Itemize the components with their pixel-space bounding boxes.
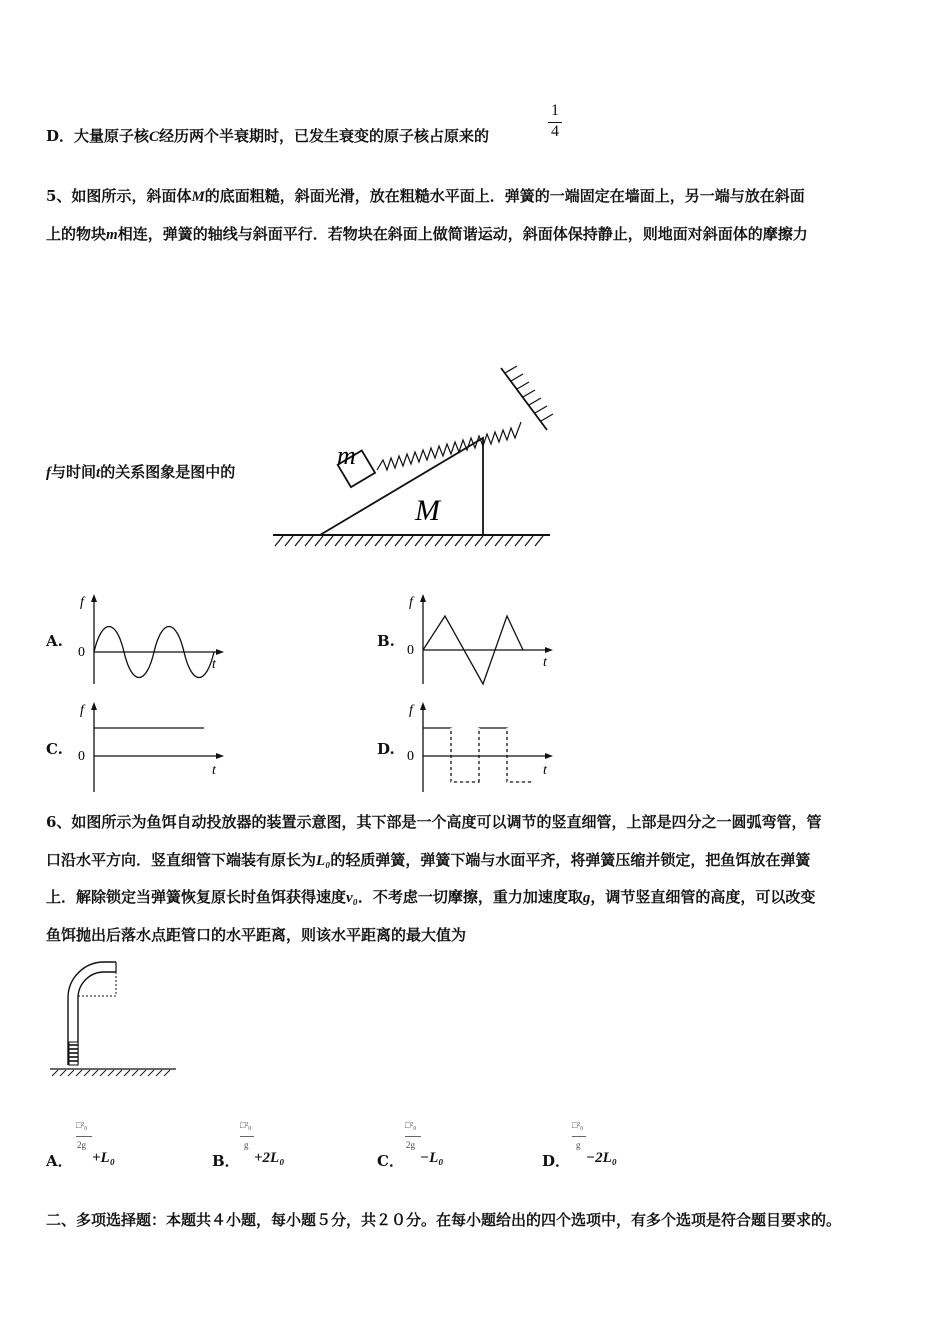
option-d-xlabel: t bbox=[543, 763, 547, 778]
q4-option-d-text2: 经历两个半衰期时，已发生衰变的原子核占原来的 bbox=[159, 127, 490, 145]
q6-var-L0: L₀ bbox=[316, 853, 331, 869]
option-b-ylabel: f bbox=[409, 595, 413, 610]
q5-var-t: t bbox=[96, 465, 101, 481]
water-hatch bbox=[52, 1070, 170, 1076]
q6-option-d[interactable] bbox=[542, 1118, 662, 1168]
option-c-xlabel: t bbox=[212, 763, 216, 778]
q6-option-c-label: C． bbox=[377, 1152, 404, 1170]
wall-hatch bbox=[505, 366, 553, 421]
q6-var-v0: v₀ bbox=[346, 890, 358, 906]
q6-line-2 bbox=[46, 850, 810, 871]
option-c-zero: 0 bbox=[78, 749, 85, 764]
option-d-zero: 0 bbox=[407, 749, 414, 764]
square-wave bbox=[423, 728, 533, 782]
section-2-heading: 二、多项选择题：本题共４小题，每小题５分，共２０分。在每小题给出的四个选项中，有多个选项是符合题目要求的。 bbox=[46, 1211, 842, 1229]
q6-line-3c: ，调节竖直细管的高度，可以改变 bbox=[590, 888, 816, 906]
q6-option-d-den: g bbox=[576, 1140, 581, 1150]
q5-var-m: m bbox=[106, 227, 118, 243]
q5-line-1 bbox=[46, 186, 805, 207]
q5-line-2a: 上的物块 bbox=[46, 225, 107, 243]
q6-option-b-bar bbox=[240, 1136, 254, 1137]
option-d-ylabel: f bbox=[409, 703, 413, 718]
q4-option-d bbox=[46, 126, 489, 147]
q4-fraction bbox=[548, 102, 562, 141]
q5-line-2 bbox=[46, 224, 808, 245]
q5-line-2b: 相连，弹簧的轴线与斜面平行．若物块在斜面上做简谐运动，斜面体保持静止，则地面对斜面体的摩擦力 bbox=[117, 225, 808, 243]
q5-option-c-graph bbox=[76, 702, 226, 798]
q5-incline-figure bbox=[265, 360, 565, 550]
q5-option-d-graph bbox=[405, 702, 555, 798]
q5-option-d-label[interactable]: D. bbox=[377, 740, 395, 758]
label-M: M bbox=[415, 494, 440, 527]
q6-option-a-den: 2g bbox=[77, 1140, 86, 1150]
q6-var-g: g bbox=[582, 890, 591, 906]
q6-option-d-tail: −2L₀ bbox=[586, 1150, 617, 1166]
option-a-zero: 0 bbox=[78, 645, 85, 660]
q6-line-3 bbox=[46, 887, 815, 908]
q6-option-d-label: D． bbox=[542, 1152, 571, 1170]
q4-fraction-den: 4 bbox=[548, 122, 562, 141]
q5-var-M: M bbox=[191, 189, 205, 205]
q5-option-c-label[interactable]: C. bbox=[46, 740, 63, 758]
q5-line-3a: 与时间 bbox=[51, 463, 97, 481]
option-a-xlabel: t bbox=[212, 657, 216, 672]
q6-option-a[interactable] bbox=[46, 1118, 166, 1168]
q6-option-b-den: g bbox=[244, 1140, 249, 1150]
option-c-ylabel: f bbox=[80, 703, 84, 718]
ground-hatch bbox=[275, 536, 543, 546]
q6-line-1: 6、如图所示为鱼饵自动投放器的装置示意图，其下部是一个高度可以调节的竖直细管，上部是四分之一圆弧弯管，管 bbox=[46, 813, 822, 831]
q6-option-d-num: □²₀ bbox=[572, 1120, 584, 1130]
q6-option-c-bar bbox=[405, 1136, 421, 1137]
q4-option-d-var: C bbox=[149, 129, 160, 145]
q6-option-a-bar bbox=[76, 1136, 92, 1137]
q5-option-a-graph bbox=[76, 594, 226, 690]
q6-option-c-num: □²₀ bbox=[405, 1120, 417, 1130]
q4-fraction-num: 1 bbox=[551, 102, 559, 119]
q6-option-b-label: B． bbox=[212, 1152, 240, 1170]
q6-option-a-label: A． bbox=[46, 1152, 73, 1170]
q6-line-2b: 的轻质弹簧，弹簧下端与水面平齐，将弹簧压缩并锁定，把鱼饵放在弹簧 bbox=[330, 851, 811, 869]
q5-line-3 bbox=[46, 462, 235, 483]
q5-option-a-label[interactable]: A. bbox=[46, 632, 63, 650]
q6-option-b-tail: +2L₀ bbox=[254, 1150, 285, 1166]
q5-line-1a: 5、如图所示，斜面体 bbox=[46, 187, 192, 205]
q5-line-3b: 的关系图象是图中的 bbox=[100, 463, 236, 481]
spring bbox=[377, 422, 521, 470]
q6-option-d-bar bbox=[572, 1136, 586, 1137]
option-b-xlabel: t bbox=[543, 655, 547, 670]
q6-option-c-den: 2g bbox=[406, 1140, 415, 1150]
q6-line-2a: 口沿水平方向．竖直细管下端装有原长为 bbox=[46, 851, 317, 869]
q5-line-1b: 的底面粗糙，斜面光滑，放在粗糙水平面上．弹簧的一端固定在墙面上，另一端与放在斜面 bbox=[204, 187, 805, 205]
q6-line-4: 鱼饵抛出后落水点距管口的水平距离，则该水平距离的最大值为 bbox=[46, 926, 467, 944]
q5-option-b-label[interactable]: B. bbox=[377, 632, 395, 650]
q6-option-b[interactable] bbox=[212, 1118, 332, 1168]
q6-option-a-tail: +L₀ bbox=[92, 1150, 115, 1166]
option-a-ylabel: f bbox=[80, 595, 84, 610]
q6-option-c[interactable] bbox=[377, 1118, 497, 1168]
q6-option-c-tail: −L₀ bbox=[420, 1150, 444, 1166]
q5-option-b-graph bbox=[405, 594, 555, 690]
q6-line-3a: 上．解除锁定当弹簧恢复原长时鱼饵获得速度 bbox=[46, 888, 347, 906]
q6-line-3b: ．不考虑一切摩擦，重力加速度取 bbox=[357, 888, 583, 906]
q6-option-b-num: □²₀ bbox=[240, 1120, 252, 1130]
q6-tube-figure bbox=[48, 950, 183, 1085]
label-m: m bbox=[337, 441, 356, 470]
q5-var-f: f bbox=[46, 465, 51, 481]
tube-spring bbox=[69, 1042, 78, 1065]
q6-option-a-num: □²₀ bbox=[76, 1120, 88, 1130]
option-b-zero: 0 bbox=[407, 643, 414, 658]
q4-option-d-text: D．大量原子核 bbox=[46, 127, 150, 145]
